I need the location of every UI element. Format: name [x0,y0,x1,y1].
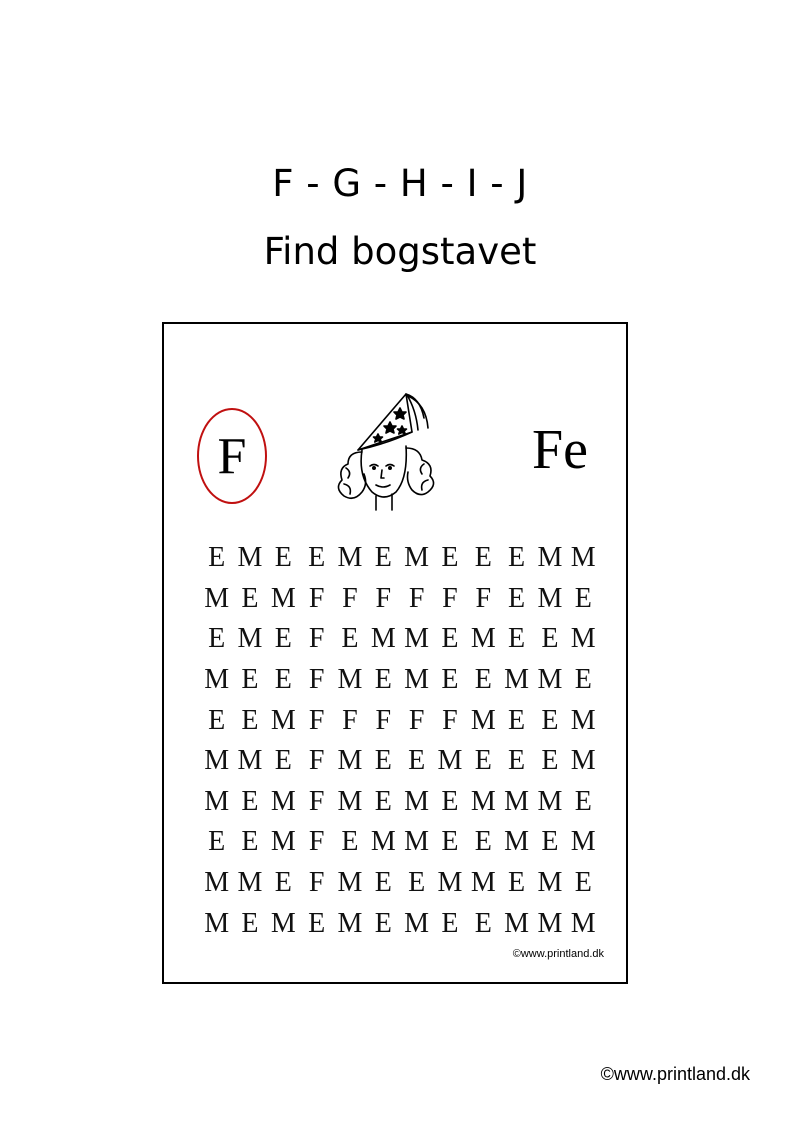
letter-cell: E [274,542,292,574]
letter-cell: E [341,826,359,858]
letter-cell: F [342,582,358,614]
letter-cell: E [508,582,526,614]
letter-cell: E [441,907,459,939]
letter-cell: M [337,542,363,574]
letter-cell: E [274,623,292,655]
letter-cell: M [537,785,563,817]
letter-cell: M [204,664,230,696]
letter-cell: E [541,623,559,655]
letter-row [200,700,600,741]
letter-row [200,660,600,701]
letter-cell: E [574,785,592,817]
letter-cell: M [470,704,496,736]
letter-cell: E [474,826,492,858]
letter-cell: M [204,907,230,939]
letter-row [200,782,600,823]
letter-cell: E [474,745,492,777]
letter-cell: M [470,867,496,899]
letter-cell: M [404,542,430,574]
letter-cell: F [342,704,358,736]
letter-cell: E [241,582,259,614]
letter-cell: E [541,826,559,858]
letter-cell: E [374,907,392,939]
letter-cell: M [437,867,463,899]
letter-cell: E [474,664,492,696]
letter-row [200,538,600,579]
letter-cell: E [308,542,326,574]
letter-cell: M [404,907,430,939]
letter-cell: M [437,745,463,777]
letter-cell: E [374,542,392,574]
letter-row [200,619,600,660]
letter-cell: E [441,785,459,817]
letter-cell: F [308,745,325,777]
girl-with-star-hat-icon [328,388,446,512]
letter-cell: F [408,704,425,736]
letter-cell: M [570,542,596,574]
letter-cell: E [308,907,326,939]
letter-cell: F [308,582,325,614]
letter-cell: M [537,582,563,614]
letter-cell: E [441,664,459,696]
letter-cell: M [570,704,596,736]
letter-cell: F [308,826,325,858]
letter-cell: M [337,745,363,777]
letter-pair: Fe [532,419,588,481]
letter-cell: M [204,785,230,817]
letter-cell: E [574,664,592,696]
letter-cell: E [274,867,292,899]
letter-cell: M [504,907,530,939]
page-title-letters: F - G - H - I - J [272,162,528,205]
letter-cell: E [474,907,492,939]
letter-cell: M [237,867,263,899]
inner-copyright: ©www.printland.dk [512,948,604,960]
letter-cell: E [374,867,392,899]
letter-cell: F [308,664,325,696]
letter-cell: F [308,867,325,899]
letter-cell: E [508,745,526,777]
letter-cell: M [537,664,563,696]
letter-cell: E [341,623,359,655]
letter-cell: M [537,867,563,899]
target-letter: F [217,428,247,485]
letter-cell: F [308,623,325,655]
letter-cell: M [270,826,296,858]
letter-cell: M [237,623,263,655]
letter-cell: E [241,785,259,817]
letter-cell: E [508,542,526,574]
letter-cell: M [270,785,296,817]
letter-cell: M [504,785,530,817]
letter-cell: E [541,745,559,777]
letter-cell: M [504,664,530,696]
letter-cell: E [541,704,559,736]
letter-cell: M [270,582,296,614]
letter-cell: M [570,623,596,655]
letter-cell: M [237,542,263,574]
letter-cell: E [508,623,526,655]
target-letter-oval [197,408,267,504]
letter-cell: M [337,867,363,899]
letter-cell: E [208,623,226,655]
letter-cell: F [442,704,458,736]
letter-cell: M [470,623,496,655]
page-subtitle: Find bogstavet [263,230,537,273]
letter-cell: E [574,582,592,614]
letter-cell: M [204,745,230,777]
letter-cell: M [570,907,596,939]
letter-cell: M [370,826,396,858]
letter-cell: E [508,867,526,899]
letter-cell: M [404,826,430,858]
letter-cell: E [408,745,426,777]
letter-cell: E [241,704,259,736]
letter-cell: M [204,867,230,899]
letter-cell: M [337,907,363,939]
letter-grid [200,538,600,944]
letter-cell: F [408,582,425,614]
letter-cell: M [337,785,363,817]
letter-cell: F [475,582,492,614]
letter-cell: E [408,867,426,899]
letter-cell: E [508,704,526,736]
letter-cell: M [404,664,430,696]
letter-cell: M [404,623,430,655]
letter-cell: E [274,664,292,696]
letter-cell: E [241,907,259,939]
letter-cell: E [374,745,392,777]
letter-cell: M [537,907,563,939]
letter-row [200,741,600,782]
letter-cell: F [308,785,325,817]
letter-cell: F [308,704,325,736]
letter-cell: F [442,582,458,614]
letter-cell: E [441,826,459,858]
letter-cell: M [270,907,296,939]
letter-cell: F [375,582,392,614]
letter-cell: M [370,623,396,655]
letter-cell: M [404,785,430,817]
letter-cell: E [474,542,492,574]
letter-cell: M [537,542,563,574]
letter-row [200,579,600,620]
letter-cell: E [374,785,392,817]
letter-cell: E [208,542,226,574]
letter-cell: M [237,745,263,777]
letter-cell: M [504,826,530,858]
letter-row [200,822,600,863]
letter-cell: M [570,745,596,777]
letter-cell: E [241,664,259,696]
letter-cell: M [470,785,496,817]
letter-row [200,903,600,944]
worksheet-card [162,322,628,984]
letter-cell: M [337,664,363,696]
letter-cell: E [241,826,259,858]
letter-cell: M [570,826,596,858]
letter-cell: F [375,704,392,736]
letter-cell: M [270,704,296,736]
letter-cell: E [574,867,592,899]
letter-cell: M [204,582,230,614]
letter-cell: E [208,704,226,736]
letter-cell: E [441,542,459,574]
letter-cell: E [374,664,392,696]
letter-cell: E [441,623,459,655]
letter-cell: E [208,826,226,858]
footer-copyright: ©www.printland.dk [600,1064,750,1084]
letter-row [200,863,600,904]
letter-cell: E [274,745,292,777]
